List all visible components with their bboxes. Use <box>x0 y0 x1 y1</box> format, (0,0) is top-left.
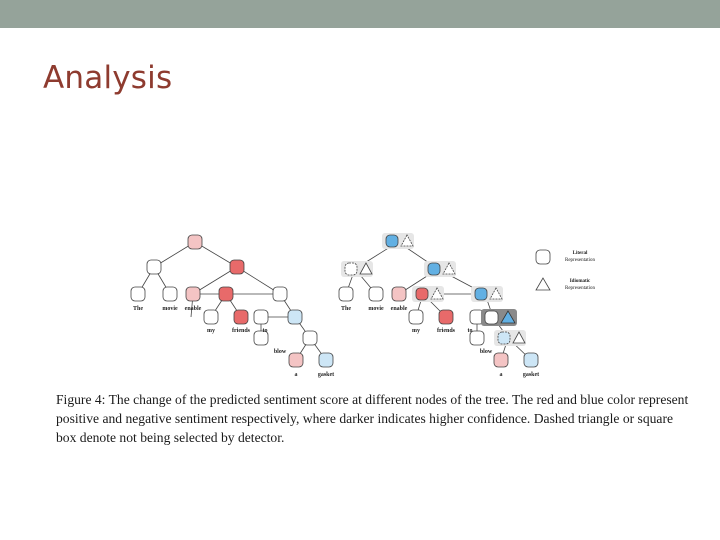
svg-text:enable: enable <box>184 306 202 312</box>
figure-caption: Figure 4: The change of the predicted sentiment score at different nodes of the tree. The red and blue color represent positive and negative sentiment respectively, where darker indicates higher confidence. Dashed triangle or square box denote not being selected by detector. <box>56 392 689 445</box>
svg-text:to: to <box>262 328 268 334</box>
svg-text:a: a <box>499 372 503 378</box>
svg-text:movie: movie <box>162 306 178 312</box>
svg-text:Idiomatic: Idiomatic <box>569 279 591 284</box>
svg-text:gasket: gasket <box>317 372 335 378</box>
svg-text:blow: blow <box>273 349 287 355</box>
svg-text:blow: blow <box>479 349 493 355</box>
svg-text:a: a <box>294 372 298 378</box>
sentiment-tree-diagram <box>120 225 620 385</box>
svg-text:Representation: Representation <box>565 258 595 263</box>
svg-text:The: The <box>132 306 144 312</box>
svg-text:Representation: Representation <box>565 286 595 291</box>
left-tree-nodes <box>131 235 333 367</box>
svg-text:my: my <box>207 328 215 334</box>
literal-legend-box <box>536 250 550 264</box>
svg-text:movie: movie <box>368 306 384 312</box>
svg-text:my: my <box>412 328 420 334</box>
idiomatic-legend-triangle <box>536 278 550 290</box>
svg-text:to: to <box>467 328 473 334</box>
svg-text:friends: friends <box>232 328 250 334</box>
svg-text:enable: enable <box>390 306 408 312</box>
svg-text:gasket: gasket <box>522 372 540 378</box>
slide-header-bar <box>0 0 720 28</box>
tree-figure <box>120 225 620 385</box>
figure-legend <box>536 250 595 291</box>
right-tree-nodes <box>339 233 538 367</box>
svg-text:friends: friends <box>437 328 455 334</box>
svg-text:Literal: Literal <box>572 251 588 256</box>
slide-title: Analysis <box>43 60 173 96</box>
svg-text:The: The <box>340 306 352 312</box>
